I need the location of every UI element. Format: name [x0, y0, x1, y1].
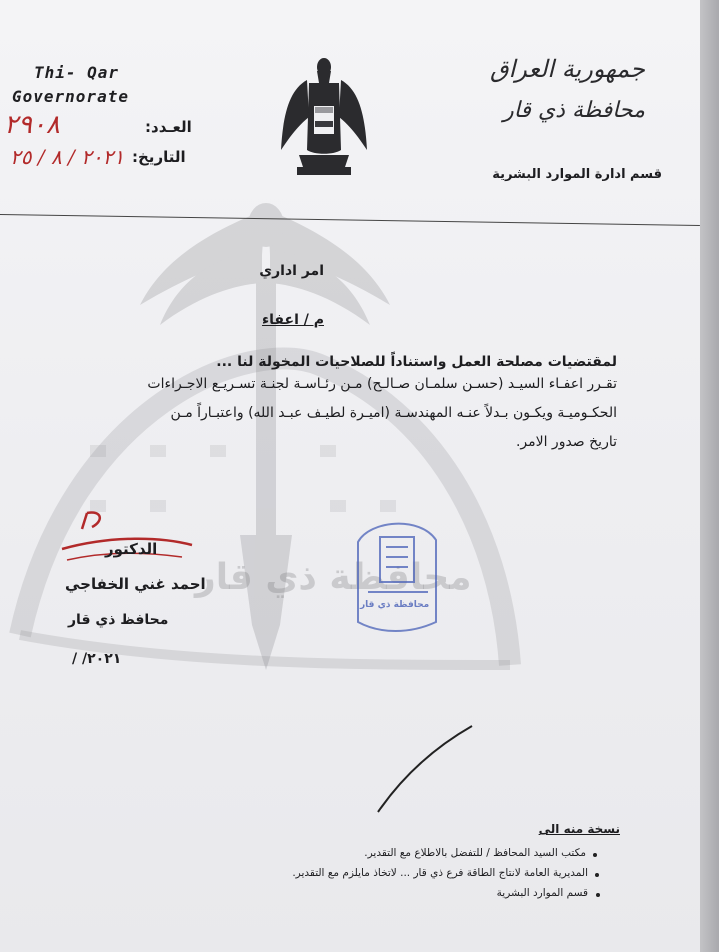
- watermark-text: محافظة ذي قار: [195, 557, 472, 598]
- number-value: ٢٩٠٨: [4, 110, 60, 140]
- order-body-line-3: تاريخ صدور الامر.: [515, 434, 617, 450]
- order-body-line-2: الحكـوميـة ويكـون بـدلاً عنـه المهندسـة (اميـرة لطيـف عبـد الله) واعتبـاراً مـن: [170, 405, 617, 421]
- order-title: امر اداري: [259, 263, 324, 279]
- number-label: العـدد:: [145, 118, 192, 136]
- signatory-title: الدكتور: [105, 540, 158, 558]
- official-stamp-icon: [350, 512, 445, 637]
- signature-scribble: [52, 505, 202, 570]
- stamp-text: محافظة ذي قار: [360, 600, 430, 610]
- copy-item-2: المديرية العامة لانتاج الطاقة فرع ذي قار ... لاتخاذ مايلزم مع التقدير.: [292, 867, 588, 879]
- signature-date: / /٢٠٢١: [72, 651, 122, 667]
- page-edge-shadow: [700, 0, 719, 952]
- copy-bullet-3: [596, 893, 600, 897]
- date-label: التاريخ:: [132, 148, 186, 166]
- order-body-line-1: تقـرر اعفـاء السيـد (حسـن سلمـان صـالـح) مـن رئـاسـة لجنـة تسـريـع الاجـراءات: [147, 376, 617, 392]
- copy-bullet-2: [595, 873, 599, 877]
- header-en-line2: Governorate: [12, 87, 129, 106]
- order-intro: لمقتضيات مصلحة العمل واستناداً للصلاحيات المخولة لنا ...: [216, 354, 617, 370]
- header-governorate: محافظة ذي قار: [503, 98, 645, 123]
- copies-heading: نسخة منه الى: [538, 822, 620, 836]
- signatory-position: محافظ ذي قار: [68, 612, 169, 628]
- order-subject: م / اعفاء: [262, 312, 324, 328]
- header-department: قسم ادارة الموارد البشرية: [492, 167, 662, 182]
- copy-bullet-1: [593, 853, 597, 857]
- copy-item-3: قسم الموارد البشرية: [496, 887, 588, 899]
- date-value: ٢٠٢١ / ٨ / ٢٥: [10, 145, 125, 169]
- pen-stroke-mark: [370, 720, 480, 820]
- iraq-eagle-emblem-icon: [279, 55, 369, 180]
- signatory-name: احمد غني الخفاجي: [65, 575, 206, 593]
- header-en-line1: Thi- Qar: [34, 63, 120, 82]
- copy-item-1: مكتب السيد المحافظ / للتفضل بالاطلاع مع التقدير.: [364, 847, 586, 859]
- header-republic: جمهورية العراق: [489, 55, 645, 83]
